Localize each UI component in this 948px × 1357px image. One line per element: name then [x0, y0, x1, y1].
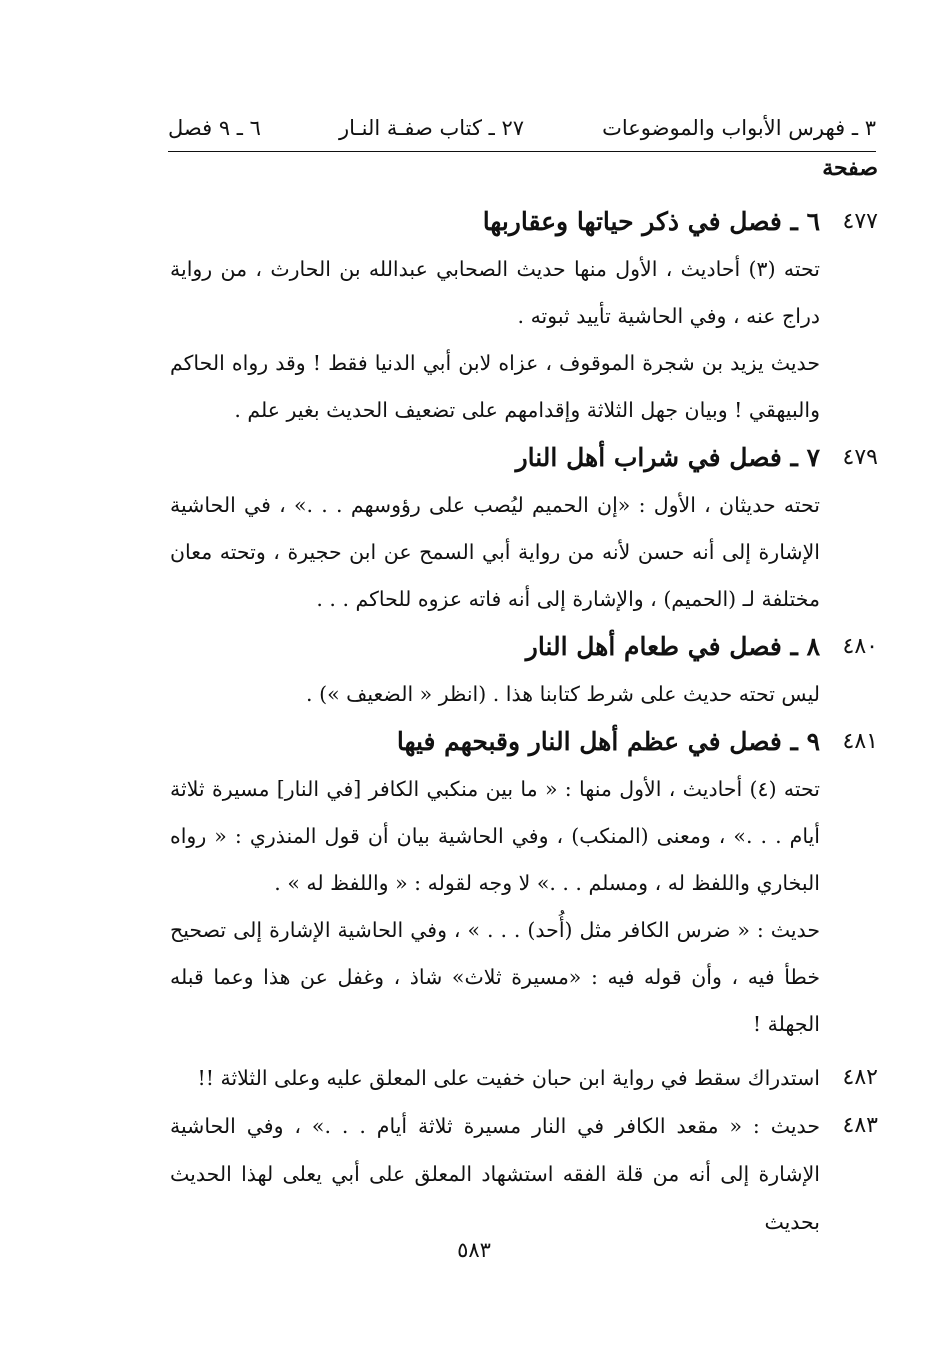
- index-entry: [170, 1102, 878, 1246]
- entry-paragraph: تحته (٤) أحاديث ، الأول منها : « ما بين منكبي الكافر [في النار] مسيرة ثلاثة أيام . . .» ، ومعنى (المنكب) ، وفي الحاشية بيان أن قول المنذري : « رواه البخاري واللفظ له ، ومسلم . . .» لا وجه لقوله : « واللفظ له » .: [170, 777, 820, 895]
- section-heading: ٨ ـ فصل في طعام أهل النار: [525, 632, 820, 661]
- header-chapter: ٣ ـ فهرس الأبواب والموضوعات: [602, 116, 876, 140]
- entry-paragraph: حديث : « ضرس الكافر مثل (أُحد) . . . » ، وفي الحاشية الإشارة إلى تصحيح خطأ فيه ، وأن قوله فيه : «مسيرة ثلاث» شاذ ، وغفل عن هذا وعما قبله الجهلة !: [170, 918, 820, 1036]
- entry-paragraph: استدراك سقط في رواية ابن حبان خفيت على المعلق عليه وعلى الثلاثة !!: [197, 1066, 820, 1090]
- entry-paragraph: تحته (٣) أحاديث ، الأول منها حديث الصحابي عبدالله بن الحارث ، من رواية دراج عنه ، وفي الحاشية تأييد ثبوته .: [170, 257, 820, 328]
- entry-page-number: ٤٨٠: [842, 634, 878, 659]
- section-heading: ٩ ـ فصل في عظم أهل النار وقبحهم فيها: [396, 727, 820, 756]
- entry-page-number: ٤٨٢: [842, 1065, 878, 1090]
- entry-paragraph: تحته حديثان ، الأول : «إن الحميم ليُصب على رؤوسهم . . .» ، في الحاشية الإشارة إلى أنه حسن لأنه من رواية أبي السمح عن ابن حجيرة ، وتحته معان مختلفة لـ (الحميم) ، والإشارة إلى أنه فاته عزوه للحاكم . . .: [170, 493, 820, 611]
- section-heading: ٧ ـ فصل في شراب أهل النار: [515, 443, 820, 472]
- header-section-range: ٦ ـ ٩ فصل: [168, 116, 261, 140]
- entry-paragraph: حديث يزيد بن شجرة الموقوف ، عزاه لابن أبي الدنيا فقط ! وقد رواه الحاكم والبيهقي ! وبيان جهل الثلاثة وإقدامهم على تضعيف الحديث بغير علم .: [170, 351, 820, 422]
- section-heading: ٦ ـ فصل في ذكر حياتها وعقاربها: [482, 207, 820, 236]
- index-entry: [170, 718, 878, 1048]
- index-entry: [170, 198, 878, 434]
- entry-paragraph: حديث : « مقعد الكافر في النار مسيرة ثلاثة أيام . . .» ، وفي الحاشية الإشارة إلى أنه من قلة الفقه استشهاد المعلق على أبي يعلى لهذا الحديث بحديث: [170, 1114, 820, 1234]
- index-entry: [170, 434, 878, 623]
- index-entries: [170, 198, 878, 1246]
- header-book: ٢٧ ـ كتاب صفـة النـار: [338, 116, 525, 140]
- index-entry: [170, 1054, 878, 1102]
- header-divider: [168, 151, 876, 152]
- entry-page-number: ٤٧٧: [842, 209, 878, 234]
- entry-page-number: ٤٨٣: [842, 1113, 878, 1138]
- page-number: ٥٨٣: [457, 1238, 491, 1262]
- running-header: [168, 106, 876, 150]
- entry-page-number: ٤٧٩: [842, 445, 878, 470]
- entry-page-number: ٤٨١: [842, 729, 878, 754]
- page-column-label: صفحة: [822, 155, 878, 181]
- entry-paragraph: ليس تحته حديث على شرط كتابنا هذا . (انظر « الضعيف ») .: [306, 682, 820, 706]
- index-entry: [170, 623, 878, 718]
